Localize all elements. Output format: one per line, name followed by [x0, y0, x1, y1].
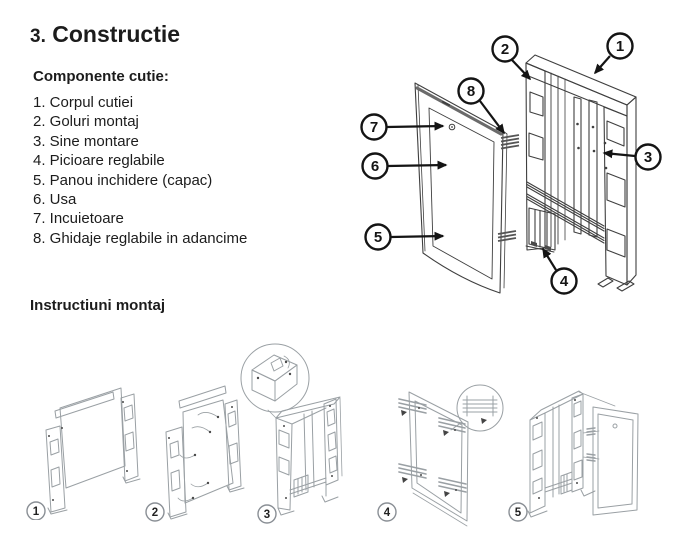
step-1-drawing	[46, 388, 140, 514]
arrow-to-cover-panel	[391, 236, 443, 237]
component-item: 3. Sine montare	[33, 132, 139, 150]
svg-text:4: 4	[383, 507, 391, 519]
step-4-drawing	[399, 385, 503, 526]
arrow-to-mounting-holes	[512, 60, 530, 79]
callout-3	[636, 145, 661, 170]
assembly-heading: Instructiuni montaj	[30, 297, 165, 314]
exploded-cabinet-diagram	[355, 20, 700, 305]
svg-text:7: 7	[369, 119, 379, 136]
door-panel-drawing	[415, 83, 507, 293]
step-5-drawing	[528, 391, 638, 517]
svg-text:1: 1	[32, 506, 40, 518]
step-5-svg	[495, 378, 670, 536]
callout-1	[608, 34, 633, 59]
component-item: 1. Corpul cutiei	[33, 94, 134, 111]
component-item: 6. Usa	[33, 191, 77, 209]
svg-text:8: 8	[466, 83, 476, 100]
assembly-step-5	[495, 378, 670, 536]
component-item: 2. Goluri montaj	[33, 113, 139, 131]
arrow-to-rails	[604, 153, 635, 156]
svg-text:2: 2	[151, 507, 159, 519]
arrow-to-frame	[595, 56, 610, 73]
callout-4	[552, 269, 577, 294]
component-item: 4. Picioare reglabile	[33, 152, 165, 170]
page-title-number: 3.	[30, 26, 46, 47]
svg-text:3: 3	[643, 149, 653, 166]
svg-text:5: 5	[514, 507, 522, 519]
arrow-to-door	[388, 165, 446, 166]
lock-drawing	[613, 424, 617, 428]
cabinet-frame-drawing	[526, 55, 636, 291]
step-3-drawing	[241, 344, 342, 515]
assembly-step-4	[355, 378, 505, 536]
component-item: 5. Panou inchidere (capac)	[33, 171, 213, 189]
svg-text:5: 5	[373, 229, 383, 246]
components-list	[33, 93, 247, 248]
assembly-step-3	[228, 338, 346, 528]
callout-5	[366, 225, 391, 250]
svg-text:4: 4	[559, 273, 569, 290]
step-3-svg	[228, 338, 346, 528]
component-item: 7. Incuietoare	[33, 210, 124, 228]
step-4-svg	[355, 378, 505, 536]
component-item: 8. Ghidaje reglabile in adancime	[33, 229, 248, 247]
callout-8	[459, 79, 484, 104]
detail-circle	[241, 344, 309, 412]
callout-6	[363, 154, 388, 179]
svg-text:1: 1	[615, 38, 625, 55]
svg-text:3: 3	[263, 509, 271, 521]
exploded-cabinet-svg	[355, 20, 700, 305]
svg-text:6: 6	[370, 158, 380, 175]
arrow-to-lock	[387, 126, 443, 127]
callout-7	[362, 115, 387, 140]
assembly-step-1	[24, 368, 142, 520]
callout-2	[493, 37, 518, 62]
step-1-svg	[24, 368, 142, 520]
components-heading: Componente cutie:	[33, 68, 169, 85]
svg-text:2: 2	[500, 41, 510, 58]
page-title: 3. Constructie	[30, 21, 181, 47]
